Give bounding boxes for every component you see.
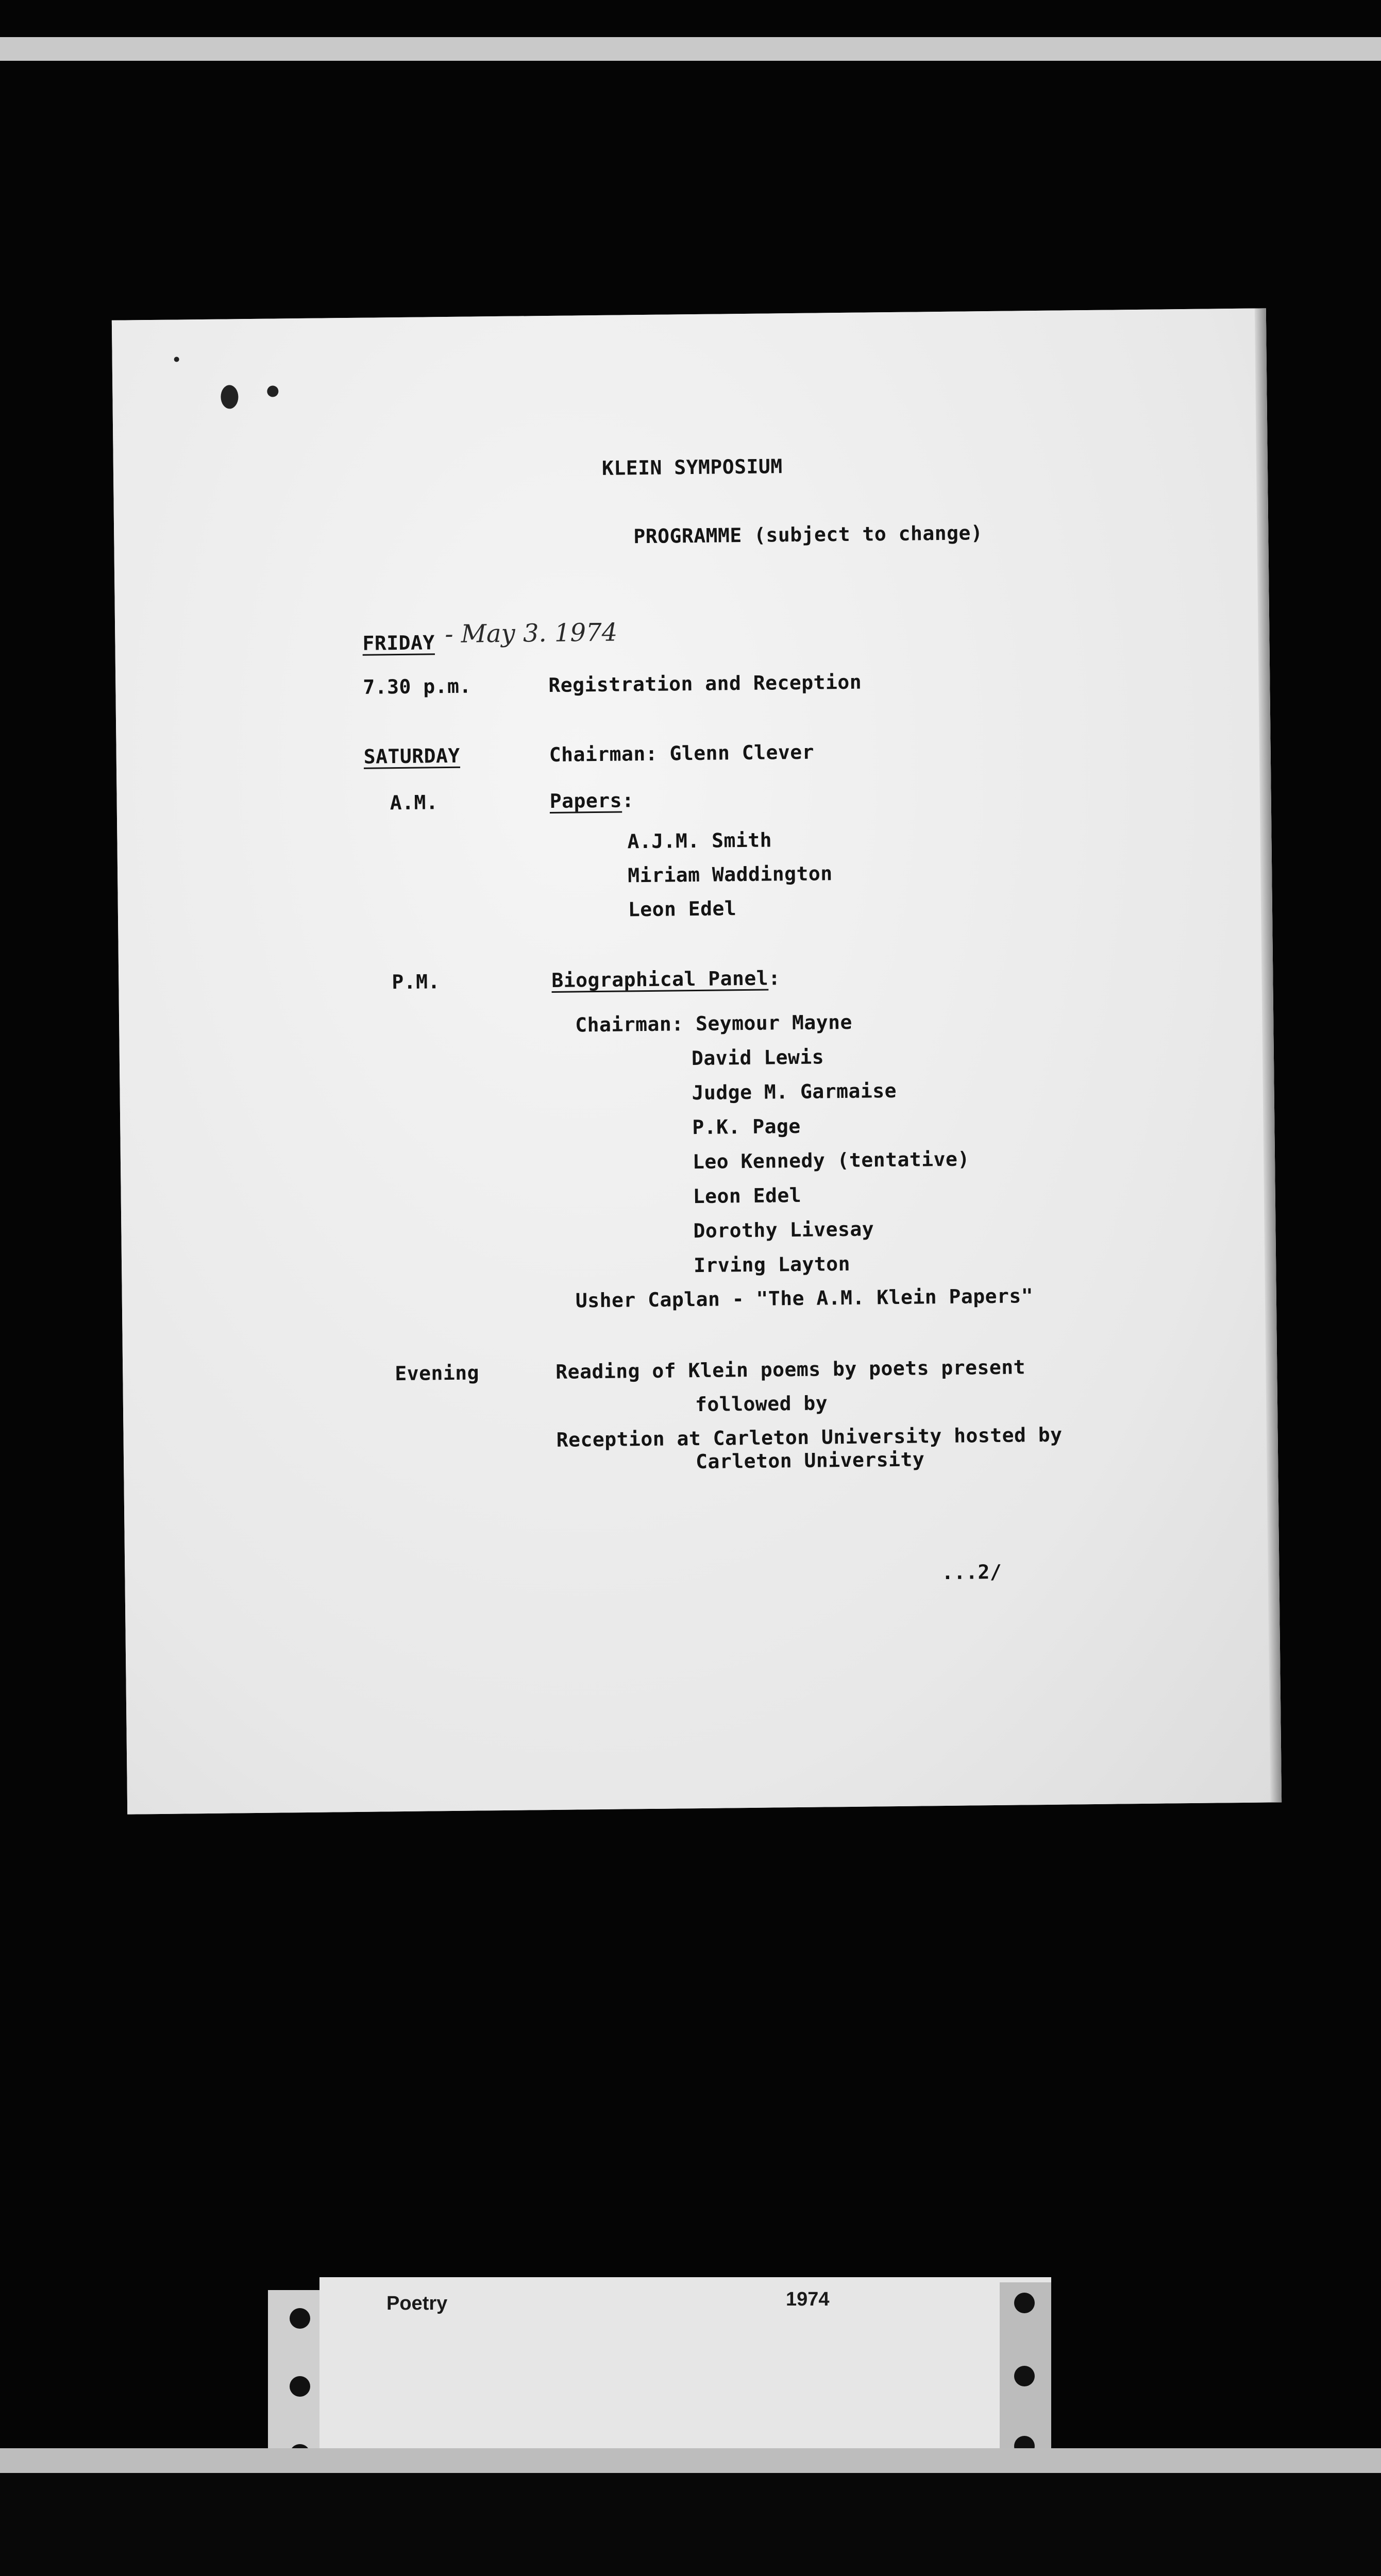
document-page [112, 308, 1282, 1814]
page-continuation-marker: ...2/ [941, 1560, 1002, 1584]
papers-heading: Papers: [549, 789, 634, 812]
panelist: David Lewis [691, 1045, 824, 1070]
panelist: P.K. Page [692, 1114, 801, 1139]
handwritten-date: - May 3. 1974 [444, 618, 618, 649]
evening-line: Carleton University [695, 1448, 925, 1473]
friday-label: FRIDAY [362, 631, 435, 655]
evening-label: Evening [395, 1361, 480, 1385]
film-strip-top [0, 37, 1381, 61]
ink-blot [221, 385, 238, 409]
pm-label: P.M. [392, 970, 441, 994]
ink-blot [267, 385, 278, 397]
doc-subtitle: PROGRAMME (subject to change) [633, 521, 983, 548]
punch-hole [290, 2308, 310, 2329]
punch-hole [290, 2376, 310, 2397]
saturday-label: SATURDAY [363, 744, 461, 768]
usher-caplan-line: Usher Caplan - "The A.M. Klein Papers" [575, 1284, 1034, 1312]
punch-hole [1014, 2293, 1035, 2313]
paper-speaker: Miriam Waddington [627, 862, 833, 887]
panelist: Leo Kennedy (tentative) [692, 1147, 970, 1174]
punch-hole [1014, 2366, 1035, 2386]
panel-chairman: Chairman: Seymour Mayne [575, 1010, 853, 1037]
friday-event: Registration and Reception [548, 670, 862, 697]
page-edge [1255, 308, 1282, 1802]
card-subject: Poetry [386, 2293, 448, 2314]
evening-line: Reception at Carleton University hosted by [556, 1423, 1063, 1451]
panelist: Irving Layton [693, 1252, 851, 1277]
index-card [319, 2277, 1051, 2473]
am-label: A.M. [390, 791, 439, 815]
paper-speaker: Leon Edel [628, 897, 737, 921]
doc-title: KLEIN SYMPOSIUM [601, 455, 783, 480]
panelist: Judge M. Garmaise [692, 1079, 897, 1105]
friday-time: 7.30 p.m. [363, 674, 471, 699]
paper-speaker: A.J.M. Smith [627, 828, 772, 853]
saturday-chairman: Chairman: Glenn Clever [549, 740, 815, 766]
panelist: Leon Edel [693, 1183, 802, 1208]
panelist: Dorothy Livesay [693, 1217, 874, 1243]
film-strip-bottom [0, 2448, 1381, 2473]
evening-line: followed by [695, 1392, 828, 1416]
panel-heading: Biographical Panel: [551, 967, 781, 992]
film-border [0, 2473, 1381, 2576]
card-year: 1974 [786, 2289, 830, 2310]
evening-line: Reading of Klein poems by poets present [555, 1355, 1026, 1383]
ink-blot [174, 357, 179, 362]
